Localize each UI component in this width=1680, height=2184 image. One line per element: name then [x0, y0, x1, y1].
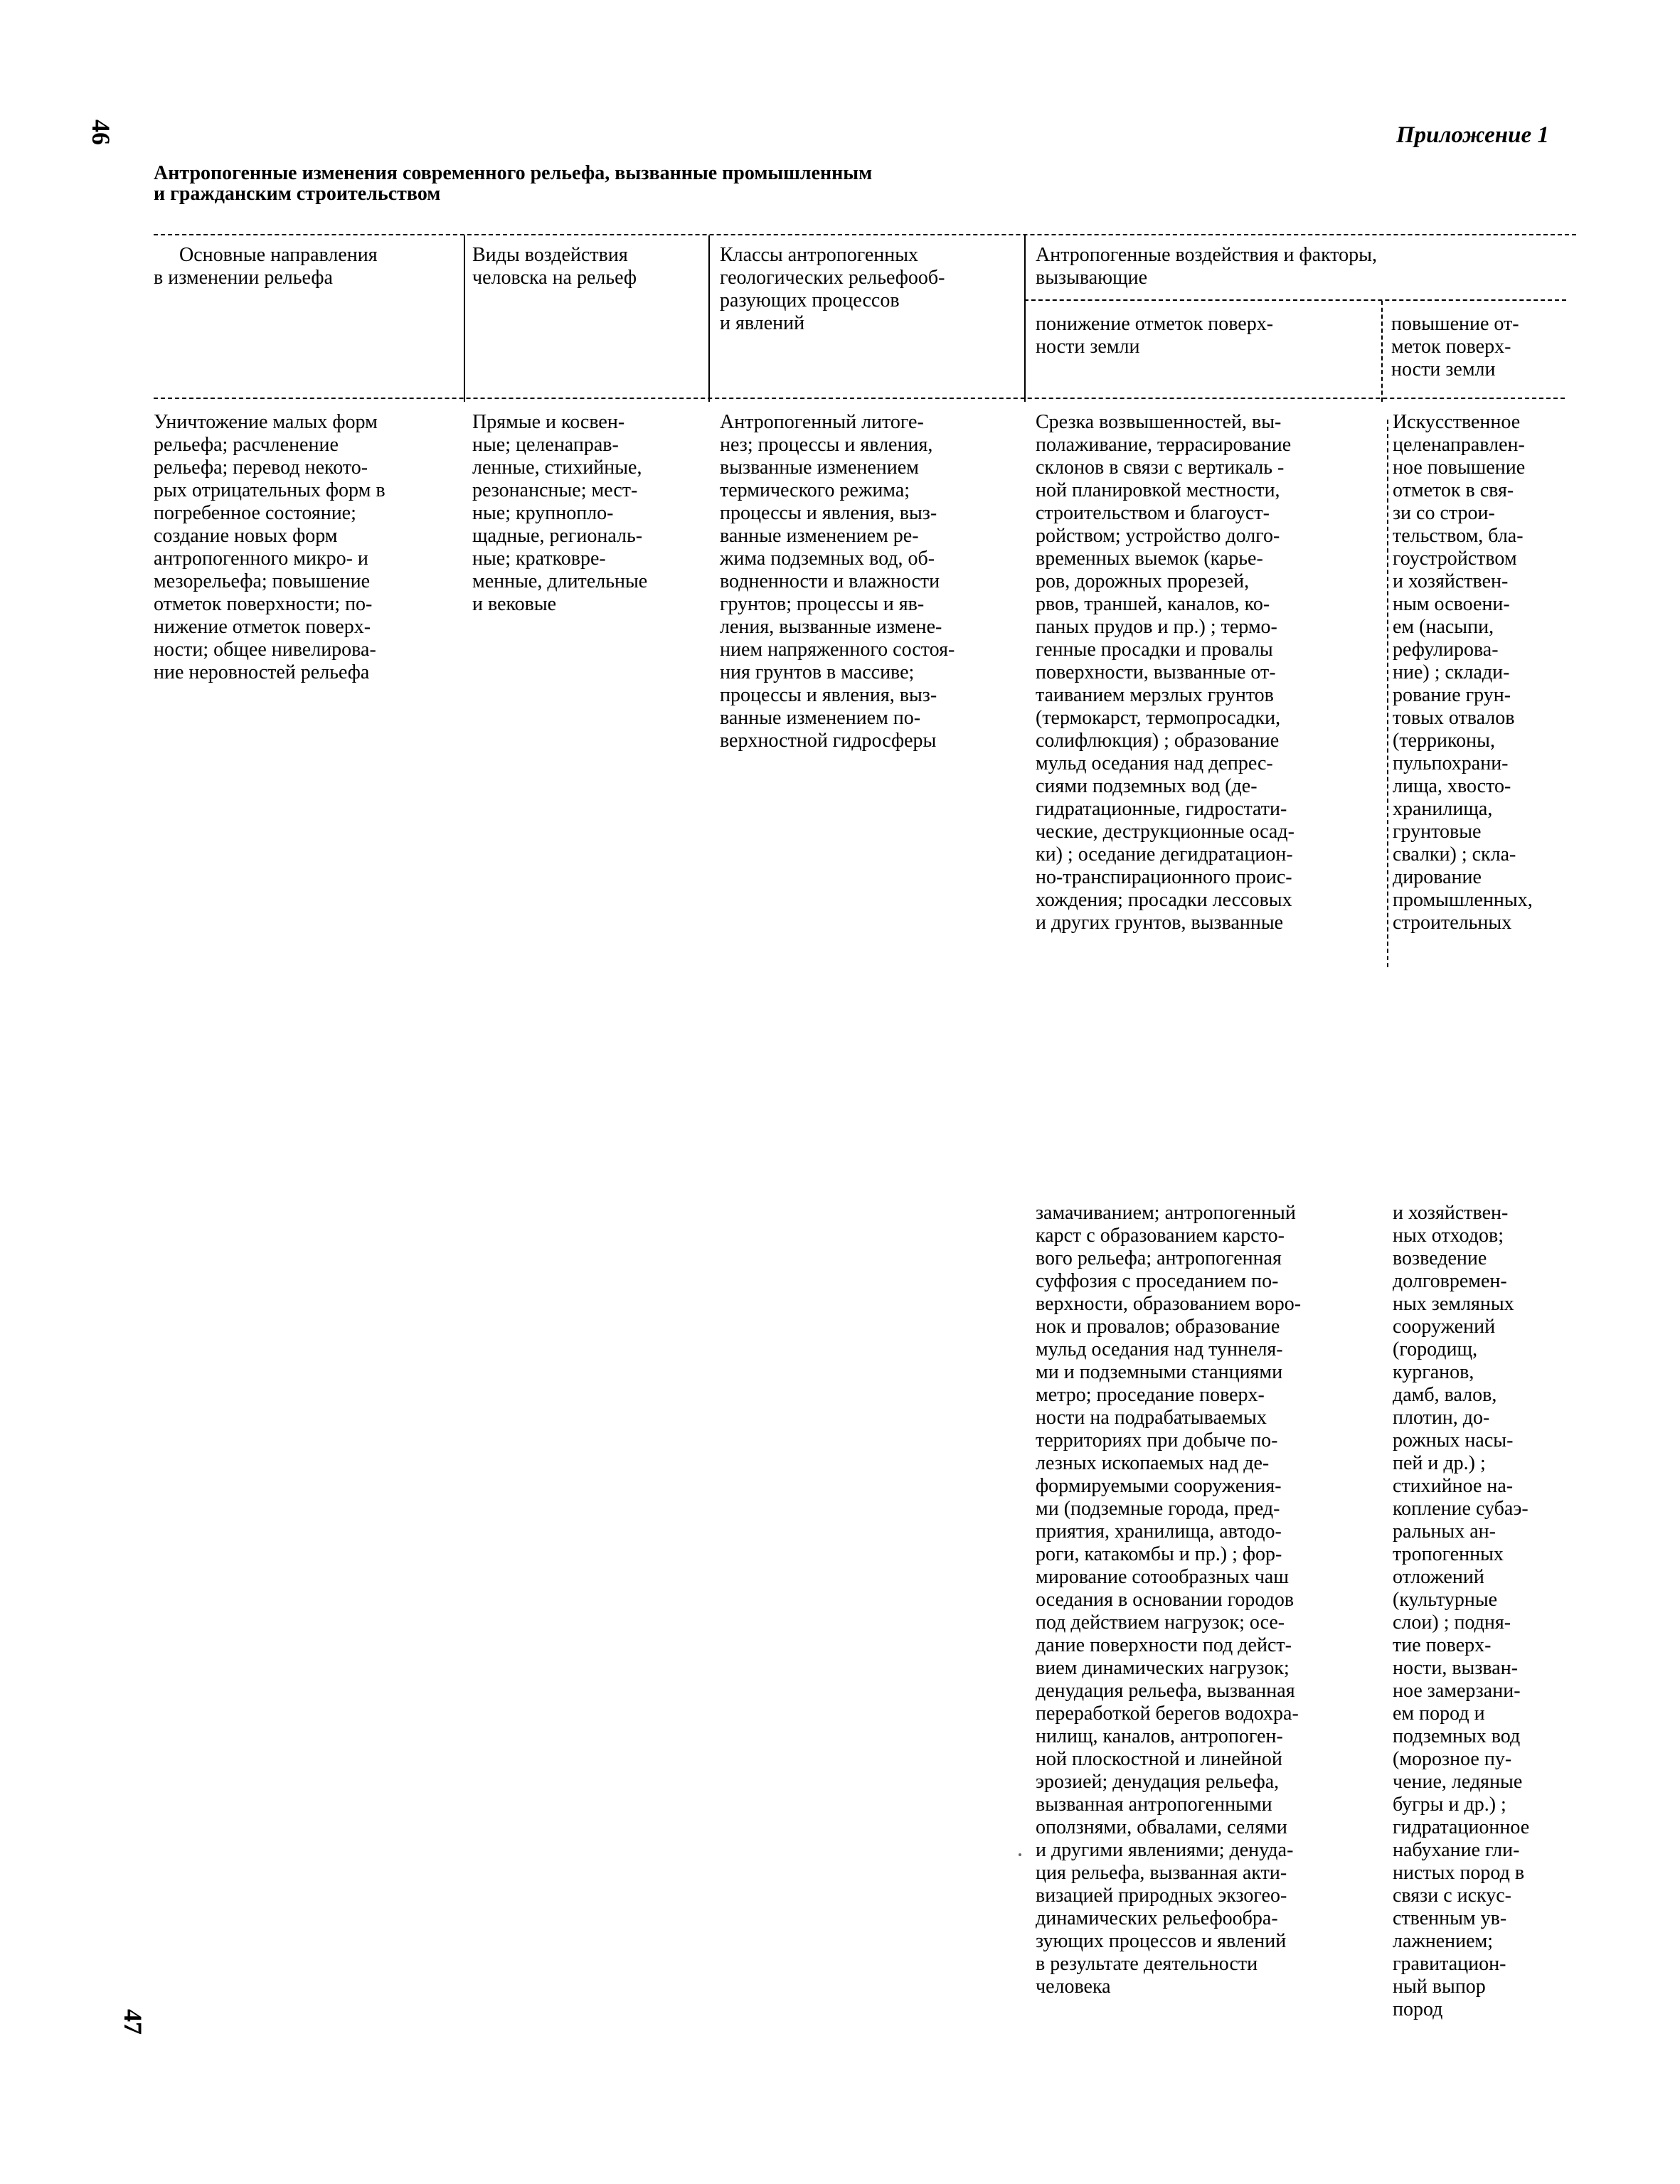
cell-line: вием динамических нагрузок;: [1036, 1657, 1290, 1679]
cell-line: полаживание, террасирование: [1036, 434, 1292, 456]
header-group-line: вызывающие: [1036, 267, 1148, 289]
cell-line: ем (насыпи,: [1393, 616, 1494, 638]
cell-line: ройством; устройство долго-: [1036, 525, 1280, 547]
cell-line: хождения; просадки лессовых: [1036, 889, 1292, 911]
cell-line: ления, вызванные измене-: [720, 616, 942, 638]
cell-line: рефулирова-: [1393, 639, 1499, 661]
cell-line: отметок поверхности; по-: [154, 593, 373, 615]
cell-line: товых отвалов: [1393, 707, 1515, 729]
cell-col2: [472, 411, 707, 616]
header-col1-line: Основные направления: [179, 244, 378, 266]
cell-line: (термокарст, термопросадки,: [1036, 707, 1281, 729]
cell-col5-part1: [1393, 411, 1578, 934]
cell-line: щадные, региональ-: [472, 525, 643, 547]
cell-line: копление субаэ-: [1393, 1498, 1529, 1520]
cell-line: ности; общее нивелирова-: [154, 639, 376, 661]
cell-line: Срезка возвышенностей, вы-: [1036, 411, 1282, 433]
cell-line: карст с образованием карсто-: [1036, 1225, 1285, 1247]
cell-line: дирование: [1393, 866, 1482, 888]
cell-line: мульд оседания над депрес-: [1036, 752, 1273, 774]
cell-line: ные; кратковре-: [472, 548, 606, 570]
column-divider-1: [464, 235, 465, 402]
cell-line: сооружений: [1393, 1316, 1496, 1338]
cell-line: грунтовые: [1393, 821, 1482, 843]
cell-line: склонов в связи с вертикаль -: [1036, 457, 1285, 479]
header-col5-line: ности земли: [1391, 358, 1496, 380]
cell-line: мульд оседания над туннеля-: [1036, 1338, 1283, 1360]
cell-line: резонансные; мест-: [472, 479, 638, 501]
cell-col5-part2: [1393, 1202, 1578, 2021]
cell-line: суффозия с проседанием по-: [1036, 1270, 1279, 1292]
cell-line: создание новых форм: [154, 525, 338, 547]
cell-col1: [154, 411, 459, 684]
cell-col3: [720, 411, 1026, 752]
cell-line: ние) ; склади-: [1393, 661, 1510, 683]
header-group-line: Антропогенные воздействия и факторы,: [1036, 244, 1377, 266]
cell-line: зующих процессов и явлений: [1036, 1930, 1287, 1952]
cell-line: ческие, деструкционные осад-: [1036, 821, 1294, 843]
cell-line: возведение: [1393, 1247, 1487, 1269]
cell-line: ный выпор: [1393, 1976, 1486, 1998]
cell-line: метро; проседание поверх-: [1036, 1384, 1265, 1406]
cell-line: пород: [1393, 1998, 1443, 2020]
cell-line: ной планировкой местности,: [1036, 479, 1280, 501]
cell-line: (терриконы,: [1393, 730, 1495, 752]
cell-line: пей и др.) ;: [1393, 1452, 1486, 1474]
header-col3-line: разующих процессов: [720, 289, 900, 311]
cell-line: пульпохрани-: [1393, 752, 1509, 774]
cell-line: ция рельефа, вызванная акти-: [1036, 1862, 1287, 1884]
table-title: [154, 163, 872, 204]
cell-line: ем пород и: [1393, 1703, 1485, 1725]
cell-line: ственным ув-: [1393, 1907, 1507, 1929]
cell-line: погребенное состояние;: [154, 502, 356, 524]
cell-line: подземных вод: [1393, 1725, 1521, 1747]
cell-line: рование грун-: [1393, 684, 1511, 706]
cell-line: ральных ан-: [1393, 1520, 1496, 1543]
header-col5-line: повышение от-: [1391, 313, 1519, 335]
cell-line: (культурные: [1393, 1589, 1498, 1611]
cell-line: хранилища,: [1393, 798, 1493, 820]
header-col3-line: Классы антропогенных: [720, 244, 919, 266]
cell-line: лища, хвосто-: [1393, 775, 1511, 797]
column-divider-body: [1387, 420, 1388, 967]
cell-line: динамических рельефообра-: [1036, 1907, 1278, 1929]
cell-line: (морозное пу-: [1393, 1748, 1512, 1770]
cell-line: ки) ; оседание дегидратацион-: [1036, 843, 1293, 865]
cell-line: ние неровностей рельефа: [154, 661, 370, 683]
cell-line: дание поверхности под дейст-: [1036, 1634, 1292, 1656]
cell-line: чение, ледяные: [1393, 1771, 1523, 1793]
cell-line: вызванная антропогенными: [1036, 1794, 1272, 1816]
cell-line: временных выемок (карье-: [1036, 548, 1263, 570]
cell-line: поверхности, вызванные от-: [1036, 661, 1276, 683]
cell-line: мезорельефа; повышение: [154, 570, 371, 592]
cell-line: слои) ; подня-: [1393, 1612, 1511, 1634]
cell-line: Антропогенный литоге-: [720, 411, 924, 433]
cell-line: строительством и благоуст-: [1036, 502, 1270, 524]
header-group: [1036, 244, 1562, 289]
cell-line: эрозией; денудация рельефа,: [1036, 1771, 1280, 1793]
cell-line: тие поверх-: [1393, 1634, 1492, 1656]
cell-line: оседания в основании городов: [1036, 1589, 1294, 1611]
cell-line: роги, катакомбы и пр.) ; фор-: [1036, 1543, 1282, 1565]
cell-line: Искусственное: [1393, 411, 1521, 433]
cell-line: ми и подземными станциями: [1036, 1361, 1283, 1383]
column-divider-3: [1024, 235, 1026, 402]
cell-line: нилищ, каналов, антропоген-: [1036, 1725, 1283, 1747]
table-top-rule: [154, 234, 1576, 235]
cell-line: в результате деятельности: [1036, 1953, 1258, 1975]
table-title-line: и гражданским строительством: [154, 183, 441, 205]
header-col4-line: ности земли: [1036, 336, 1140, 358]
cell-line: ности на подрабатываемых: [1036, 1407, 1267, 1429]
cell-line: свалки) ; скла-: [1393, 843, 1516, 865]
column-divider-2: [708, 235, 710, 402]
cell-line: ные; целенаправ-: [472, 434, 619, 456]
cell-line: и вековые: [472, 593, 557, 615]
cell-line: территориях при добыче по-: [1036, 1429, 1278, 1451]
cell-line: ных отходов;: [1393, 1225, 1504, 1247]
cell-line: но-транспирационного проис-: [1036, 866, 1292, 888]
header-col4-line: понижение отметок поверх-: [1036, 313, 1274, 335]
cell-line: ной плоскостной и линейной: [1036, 1748, 1282, 1770]
header-col1-line: в изменении рельефа: [154, 267, 333, 289]
cell-line: мирование сотообразных чаш: [1036, 1566, 1289, 1588]
header-col3-line: и явлений: [720, 312, 805, 334]
cell-line: бугры и др.) ;: [1393, 1794, 1506, 1816]
cell-line: водненности и влажности: [720, 570, 940, 592]
cell-line: лажнением;: [1393, 1930, 1494, 1952]
header-bottom-rule: [154, 398, 1565, 399]
cell-line: рожных насы-: [1393, 1429, 1514, 1451]
cell-line: ных земляных: [1393, 1293, 1514, 1315]
cell-line: ми (подземные города, пред-: [1036, 1498, 1280, 1520]
cell-line: нок и провалов; образование: [1036, 1316, 1280, 1338]
cell-line: нижение отметок поверх-: [154, 616, 371, 638]
page-number-bottom: 47: [119, 2009, 147, 2035]
cell-line: и другими явлениями; денуда-: [1036, 1839, 1294, 1861]
cell-line: набухание гли-: [1393, 1839, 1520, 1861]
cell-line: денудация рельефа, вызванная: [1036, 1680, 1295, 1702]
cell-line: долговремен-: [1393, 1270, 1507, 1292]
cell-line: под действием нагрузок; осе-: [1036, 1612, 1285, 1634]
group-header-rule: [1024, 299, 1566, 301]
page-number-top: 46: [87, 119, 115, 145]
cell-line: гидратационное: [1393, 1816, 1530, 1838]
cell-line: строительных: [1393, 912, 1512, 934]
cell-line: и хозяйствен-: [1393, 1202, 1509, 1224]
cell-line: ным освоени-: [1393, 593, 1510, 615]
cell-line: ванные изменением по-: [720, 707, 921, 729]
cell-line: ное замерзани-: [1393, 1680, 1521, 1702]
cell-line: ленные, стихийные,: [472, 457, 642, 479]
cell-line: процессы и явления, выз-: [720, 502, 937, 524]
table-title-line: Антропогенные изменения современного рельефа, вызванные промышленным: [154, 162, 873, 184]
cell-line: ния грунтов в массиве;: [720, 661, 915, 683]
header-col1: [154, 244, 457, 289]
scan-speck: [1019, 1853, 1021, 1856]
cell-line: целенаправлен-: [1393, 434, 1525, 456]
header-col2-line: Виды воздействия: [472, 244, 628, 266]
cell-line: человека: [1036, 1976, 1111, 1998]
cell-line: гравитацион-: [1393, 1953, 1506, 1975]
cell-col4-part1: [1036, 411, 1384, 934]
cell-line: рельефа; перевод некото-: [154, 457, 368, 479]
cell-line: вого рельефа; антропогенная: [1036, 1247, 1282, 1269]
cell-line: паных прудов и пр.) ; термо-: [1036, 616, 1277, 638]
cell-line: Уничтожение малых форм: [154, 411, 378, 433]
cell-line: (городищ,: [1393, 1338, 1478, 1360]
cell-line: тельством, бла-: [1393, 525, 1524, 547]
cell-line: связи с искус-: [1393, 1885, 1512, 1907]
cell-line: жима подземных вод, об-: [720, 548, 935, 570]
cell-line: переработкой берегов водохра-: [1036, 1703, 1299, 1725]
cell-line: тропогенных: [1393, 1543, 1504, 1565]
cell-line: ванные изменением ре-: [720, 525, 919, 547]
cell-line: ные; крупнопло-: [472, 502, 614, 524]
cell-line: оползнями, обвалами, селями: [1036, 1816, 1287, 1838]
cell-line: курганов,: [1393, 1361, 1474, 1383]
column-divider-4: [1381, 301, 1383, 402]
cell-line: ности, вызван-: [1393, 1657, 1519, 1679]
cell-line: гидратационные, гидростати-: [1036, 798, 1287, 820]
header-col3-line: геологических рельефооб-: [720, 267, 945, 289]
header-col5-line: меток поверх-: [1391, 336, 1511, 358]
cell-line: нез; процессы и явления,: [720, 434, 933, 456]
cell-line: верхности, образованием воро-: [1036, 1293, 1302, 1315]
cell-line: генные просадки и провалы: [1036, 639, 1273, 661]
cell-line: вызванные изменением: [720, 457, 919, 479]
cell-line: дамб, валов,: [1393, 1384, 1497, 1406]
cell-line: менные, длительные: [472, 570, 648, 592]
cell-line: Прямые и косвен-: [472, 411, 625, 433]
cell-line: нистых пород в: [1393, 1862, 1525, 1884]
cell-line: грунтов; процессы и яв-: [720, 593, 925, 615]
cell-line: плотин, до-: [1393, 1407, 1490, 1429]
cell-line: сиями подземных вод (де-: [1036, 775, 1258, 797]
header-col5: [1391, 313, 1562, 381]
cell-col4-part2: [1036, 1202, 1384, 1998]
header-col4: [1036, 313, 1377, 358]
cell-line: термического режима;: [720, 479, 910, 501]
cell-line: антропогенного микро- и: [154, 548, 368, 570]
appendix-label: Приложение 1: [1396, 122, 1549, 148]
cell-line: рельефа; расчленение: [154, 434, 339, 456]
cell-line: приятия, хранилища, автодо-: [1036, 1520, 1282, 1543]
cell-line: отложений: [1393, 1566, 1484, 1588]
cell-line: солифлюкция) ; образование: [1036, 730, 1280, 752]
header-col2-line: человска на рельеф: [472, 267, 637, 289]
cell-line: нием напряженного состоя-: [720, 639, 955, 661]
cell-line: рвов, траншей, каналов, ко-: [1036, 593, 1270, 615]
cell-line: формируемыми сооружения-: [1036, 1475, 1282, 1497]
cell-line: и других грунтов, вызванные: [1036, 912, 1284, 934]
cell-line: рых отрицательных форм в: [154, 479, 386, 501]
cell-line: зи со строи-: [1393, 502, 1495, 524]
cell-line: ное повышение: [1393, 457, 1526, 479]
cell-line: отметок в свя-: [1393, 479, 1514, 501]
cell-line: гоустройством: [1393, 548, 1517, 570]
cell-line: визацией природных экзогео-: [1036, 1885, 1287, 1907]
header-col2: [472, 244, 707, 289]
cell-line: и хозяйствен-: [1393, 570, 1509, 592]
cell-line: ров, дорожных прорезей,: [1036, 570, 1250, 592]
cell-line: таиванием мерзлых грунтов: [1036, 684, 1274, 706]
cell-line: лезных ископаемых над де-: [1036, 1452, 1270, 1474]
cell-line: стихийное на-: [1393, 1475, 1514, 1497]
cell-line: процессы и явления, выз-: [720, 684, 937, 706]
cell-line: замачиванием; антропогенный: [1036, 1202, 1296, 1224]
cell-line: верхностной гидросферы: [720, 730, 937, 752]
cell-line: промышленных,: [1393, 889, 1533, 911]
header-col3: [720, 244, 1019, 335]
